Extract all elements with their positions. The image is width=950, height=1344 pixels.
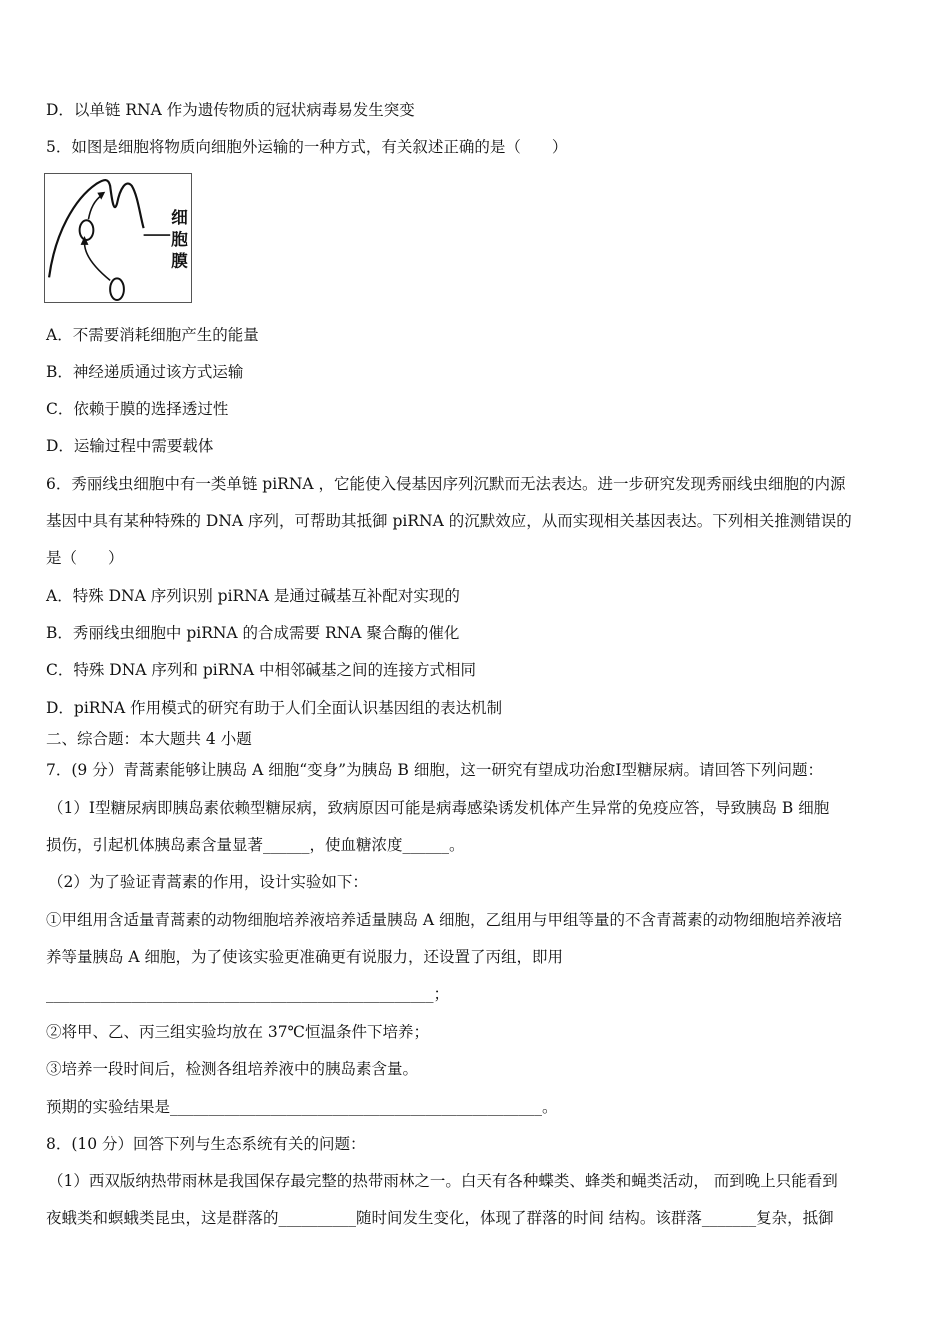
vesicle-lower xyxy=(110,278,124,300)
question-6-stem-2: 基因中具有某种特殊的 DNA 序列，可帮助其抵御 piRNA 的沉默效应，从而实现相关基因表达。下列相关推测错误的 xyxy=(46,512,852,530)
question-7-part2: （2）为了验证青蒿素的作用，设计实验如下： xyxy=(48,873,368,891)
cell-membrane-curve xyxy=(49,180,144,277)
question-7-blank-line: __________________________________________________； xyxy=(46,985,450,1003)
option-6a: A．特殊 DNA 序列识别 piRNA 是通过碱基互补配对实现的 xyxy=(46,587,460,605)
question-7-step1-line1: ①甲组用含适量青蒿素的动物细胞培养液培养适量胰岛 A 细胞，乙组用与甲组等量的不含青蒿素的动物细胞培养液培 xyxy=(46,911,843,929)
question-5-stem: 5．如图是细胞将物质向细胞外运输的一种方式，有关叙述正确的是（ ） xyxy=(46,138,568,156)
question-7-stem: 7．(9 分）青蒿素能够让胰岛 A 细胞“变身”为胰岛 B 细胞，这一研究有望成功治愈Ⅰ型糖尿病。请回答下列问题： xyxy=(46,761,823,779)
membrane-label-char-2: 胞 xyxy=(171,228,188,249)
arrow-path xyxy=(85,243,111,280)
question-7-part1-line1: （1）Ⅰ型糖尿病即胰岛素依赖型糖尿病，致病原因可能是病毒感染诱发机体产生异常的免疫应答，导致胰岛 B 细胞 xyxy=(48,799,830,817)
question-7-expected-result: 预期的实验结果是________________________________________________。 xyxy=(46,1098,558,1116)
option-5d: D．运输过程中需要载体 xyxy=(46,437,214,455)
question-7-part1-line2: 损伤，引起机体胰岛素含量显著______，使血糖浓度______。 xyxy=(46,836,465,854)
option-5b: B．神经递质通过该方式运输 xyxy=(46,363,244,381)
question-6-stem-3: 是（ ） xyxy=(46,549,124,567)
question-8-stem: 8．(10 分）回答下列与生态系统有关的问题： xyxy=(46,1135,366,1153)
option-5a: A．不需要消耗细胞产生的能量 xyxy=(46,326,259,344)
arrow-path-upper xyxy=(88,196,101,220)
membrane-label-char-3: 膜 xyxy=(171,250,188,271)
membrane-label-char-1: 细 xyxy=(171,207,188,228)
question-7-step1-line2: 养等量胰岛 A 细胞，为了使该实验更准确更有说服力，还设置了丙组，即用 xyxy=(46,948,564,966)
question-7-step3: ③培养一段时间后，检测各组培养液中的胰岛素含量。 xyxy=(46,1060,419,1078)
question-7-step2: ②将甲、乙、丙三组实验均放在 37℃恒温条件下培养； xyxy=(46,1023,429,1041)
question-6-stem-1: 6．秀丽线虫细胞中有一类单链 piRNA ，它能使入侵基因序列沉默而无法表达。进一步研究发现秀丽线虫细胞的内源 xyxy=(46,475,846,493)
option-6b: B．秀丽线虫细胞中 piRNA 的合成需要 RNA 聚合酶的催化 xyxy=(46,624,460,642)
exocytosis-figure xyxy=(44,173,192,303)
option-6c: C．特殊 DNA 序列和 piRNA 中相邻碱基之间的连接方式相同 xyxy=(46,661,477,679)
option-6d: D．piRNA 作用模式的研究有助于人们全面认识基因组的表达机制 xyxy=(46,699,503,717)
question-text-0: D．以单链 RNA 作为遗传物质的冠状病毒易发生突变 xyxy=(46,101,415,119)
option-5c: C．依赖于膜的选择透过性 xyxy=(46,400,229,418)
section-heading: 二、综合题：本大题共 4 小题 xyxy=(46,730,252,748)
question-8-part1-line2: 夜蛾类和螟蛾类昆虫，这是群落的__________随时间发生变化，体现了群落的时间 结构。该群落_______复杂，抵御 xyxy=(46,1209,834,1227)
question-8-part1-line1: （1）西双版纳热带雨林是我国保存最完整的热带雨林之一。白天有各种蝶类、蜂类和蝇类活动， 而到晚上只能看到 xyxy=(48,1172,838,1190)
vesicle-upper xyxy=(80,220,94,240)
